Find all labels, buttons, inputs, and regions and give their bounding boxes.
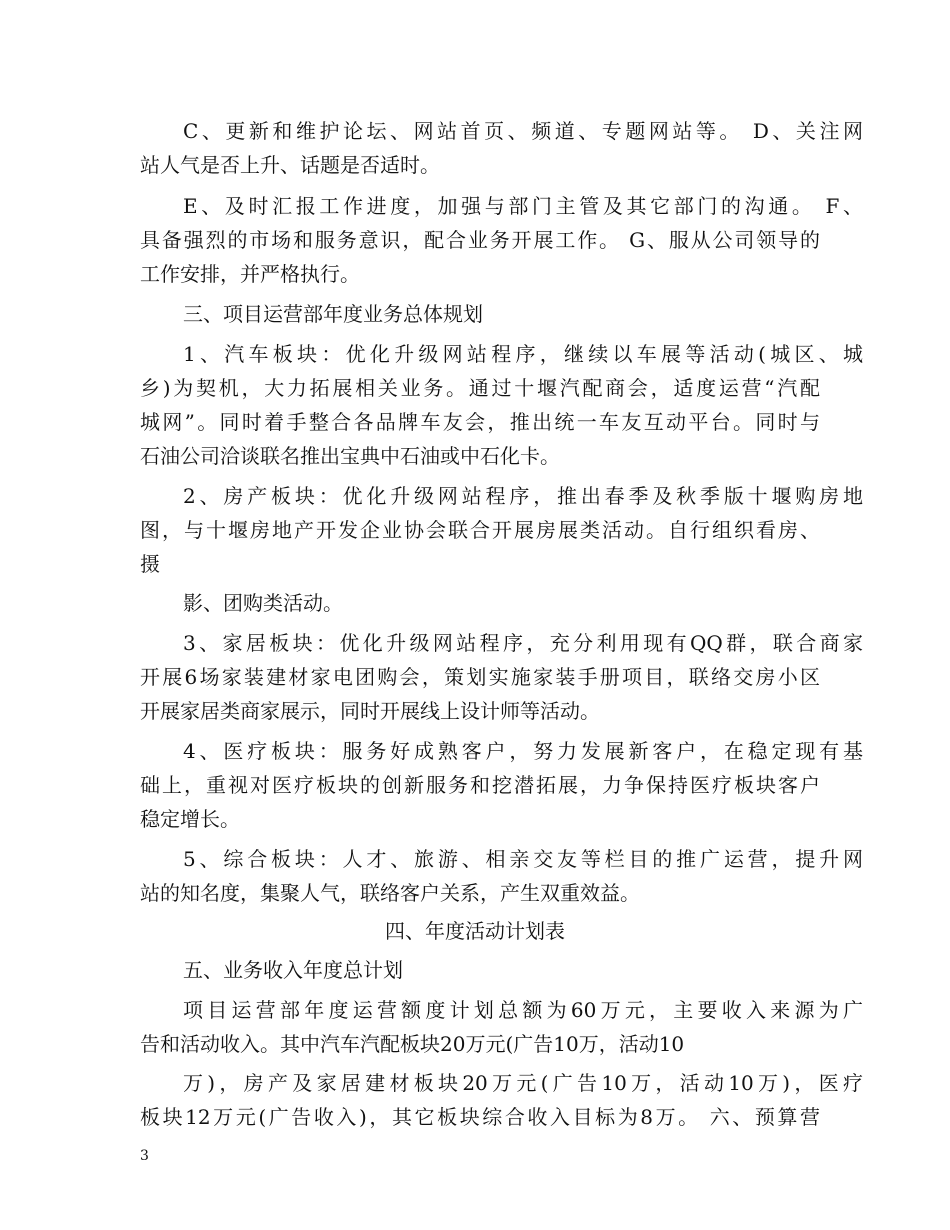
- paragraph-line: 图，与十堰房地产开发企业协会联合开展房展类活动。自行组织看房、: [140, 518, 820, 542]
- paragraph-line: 础上，重视对医疗板块的创新服务和挖潜拓展，力争保持医疗板块客户: [140, 773, 820, 797]
- paragraph-line: 乡)为契机，大力拓展相关业务。通过十堰汽配商会，适度运营“汽配: [140, 376, 820, 400]
- paragraph-line: 告和活动收入。其中汽车汽配板块20万元(广告10万，活动10: [140, 1032, 685, 1056]
- paragraph-line: 万)，房产及家居建材板块20万元(广告10万，活动10万)，医疗: [183, 1071, 863, 1095]
- paragraph-line: E、及时汇报工作进度，加强与部门主管及其它部门的沟通。 F、: [183, 194, 863, 218]
- paragraph-line: 摄: [140, 552, 160, 576]
- paragraph-line: 2、房产板块：优化升级网站程序，推出春季及秋季版十堰购房地: [183, 484, 863, 508]
- paragraph-line: 1、汽车板块：优化升级网站程序，继续以车展等活动(城区、城: [183, 342, 863, 366]
- paragraph-line: 工作安排，并严格执行。: [140, 262, 360, 286]
- paragraph-line: 项目运营部年度运营额度计划总额为60万元，主要收入来源为广: [183, 998, 863, 1022]
- section-heading: 三、项目运营部年度业务总体规划: [183, 302, 483, 326]
- paragraph-line: 站的知名度，集聚人气，联络客户关系，产生双重效益。: [140, 881, 640, 905]
- paragraph-line: 具备强烈的市场和服务意识，配合业务开展工作。 G、服从公司领导的: [140, 228, 820, 252]
- paragraph-line: 石油公司洽谈联名推出宝典中石油或中石化卡。: [140, 444, 560, 468]
- paragraph-line: 3、家居板块：优化升级网站程序，充分利用现有QQ群，联合商家: [183, 631, 863, 655]
- paragraph-line: C、更新和维护论坛、网站首页、频道、专题网站等。 D、关注网: [183, 119, 863, 143]
- paragraph-line: 4、医疗板块：服务好成熟客户，努力发展新客户，在稳定现有基: [183, 739, 863, 763]
- paragraph-line: 板块12万元(广告收入)，其它板块综合收入目标为8万。 六、预算营: [140, 1105, 820, 1129]
- paragraph-line: 5、综合板块：人才、旅游、相亲交友等栏目的推广运营，提升网: [183, 847, 863, 871]
- section-heading: 五、业务收入年度总计划: [183, 958, 403, 982]
- section-heading: 四、年度活动计划表: [385, 919, 565, 943]
- paragraph-line: 开展家居类商家展示，同时开展线上设计师等活动。: [140, 699, 600, 723]
- paragraph-line: 开展6场家装建材家电团购会，策划实施家装手册项目，联络交房小区: [140, 665, 820, 689]
- paragraph-line: 站人气是否上升、话题是否适时。: [140, 153, 440, 177]
- paragraph-line: 稳定增长。: [140, 807, 240, 831]
- page-number: 3: [140, 1148, 149, 1164]
- paragraph-line: 城网”。同时着手整合各品牌车友会，推出统一车友互动平台。同时与: [140, 410, 820, 434]
- paragraph-line: 影、团购类活动。: [183, 591, 343, 615]
